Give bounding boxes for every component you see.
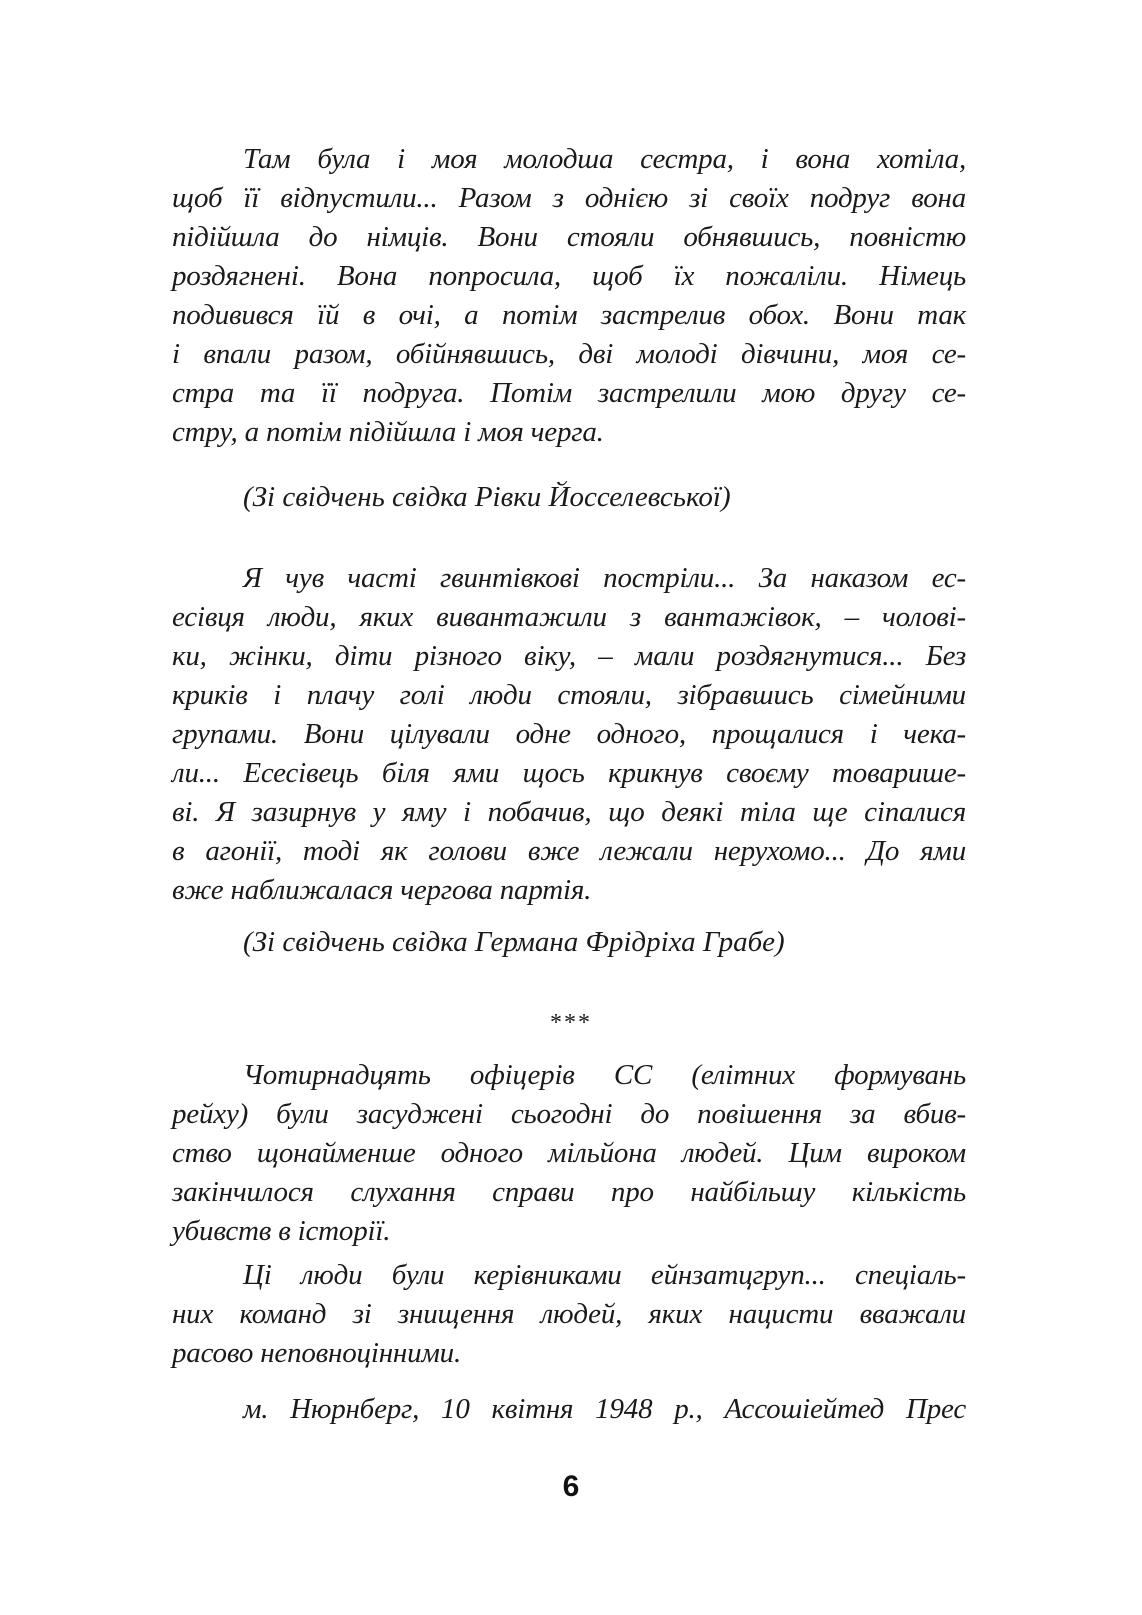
text-line: криків і плачу голі люди стояли, зібравшись сімейними bbox=[172, 679, 966, 711]
page-number: 6 bbox=[562, 1470, 580, 1503]
text-line: подивився їй в очі, а потім застрелив обох. Вони так bbox=[172, 299, 966, 331]
text-line: ство щонайменше одного мільйона людей. Цим вироком bbox=[172, 1137, 966, 1169]
section-separator: *** bbox=[550, 1010, 592, 1036]
text-line: ли... Есесівець біля ями щось крикнув своєму товарише- bbox=[172, 757, 966, 789]
text-line: стру, а потім підійшла і моя черга. bbox=[172, 416, 604, 448]
text-line: Ці люди були керівниками ейнзатцгруп... спеціаль- bbox=[243, 1259, 966, 1291]
text-line: закінчилося слухання справи про найбільшу кількість bbox=[172, 1176, 966, 1208]
text-line: групами. Вони цілували одне одного, прощалися і чека- bbox=[172, 718, 966, 750]
text-line: вже наближалася чергова партія. bbox=[172, 874, 592, 906]
text-line: Чотирнадцять офіцерів СС (елітних формувань bbox=[243, 1059, 966, 1091]
attribution-1: (Зі свідчень свідка Рівки Йосселевської) bbox=[243, 481, 731, 513]
attribution-2: (Зі свідчень свідка Германа Фрідріха Грабе) bbox=[243, 926, 785, 958]
text-line: убивств в історії. bbox=[172, 1215, 391, 1247]
text-line: щоб її відпустили... Разом з однією зі своїх подруг вона bbox=[172, 182, 966, 214]
text-line: підійшла до німців. Вони стояли обнявшись, повністю bbox=[172, 221, 966, 253]
text-line: Там була і моя молодша сестра, і вона хотіла, bbox=[243, 143, 966, 175]
text-line: і впали разом, обійнявшись, дві молоді дівчини, моя се- bbox=[172, 338, 966, 370]
text-line: стра та її подруга. Потім застрелили мою другу се- bbox=[172, 377, 966, 409]
text-line: в агонії, тоді як голови вже лежали нерухомо... До ями bbox=[172, 835, 966, 867]
text-line: них команд зі знищення людей, яких нацисти вважали bbox=[172, 1298, 966, 1330]
text-line: рейху) були засуджені сьогодні до повішення за вбив- bbox=[172, 1098, 966, 1130]
text-line: расово неповноцінними. bbox=[172, 1337, 462, 1369]
text-line: роздягнені. Вона попросила, щоб їх пожаліли. Німець bbox=[172, 260, 966, 292]
news-source: м. Нюрнберг, 10 квітня 1948 р., Ассошіейтед Прес bbox=[243, 1393, 966, 1425]
text-line: ки, жінки, діти різного віку, – мали роздягнутися... Без bbox=[172, 640, 966, 672]
text-line: есівця люди, яких вивантажили з вантажівок, – чолові- bbox=[172, 601, 966, 633]
text-line: Я чув часті гвинтівкові постріли... За наказом ес- bbox=[243, 562, 966, 594]
text-line: ві. Я зазирнув у яму і побачив, що деякі тіла ще сіпалися bbox=[172, 796, 966, 828]
